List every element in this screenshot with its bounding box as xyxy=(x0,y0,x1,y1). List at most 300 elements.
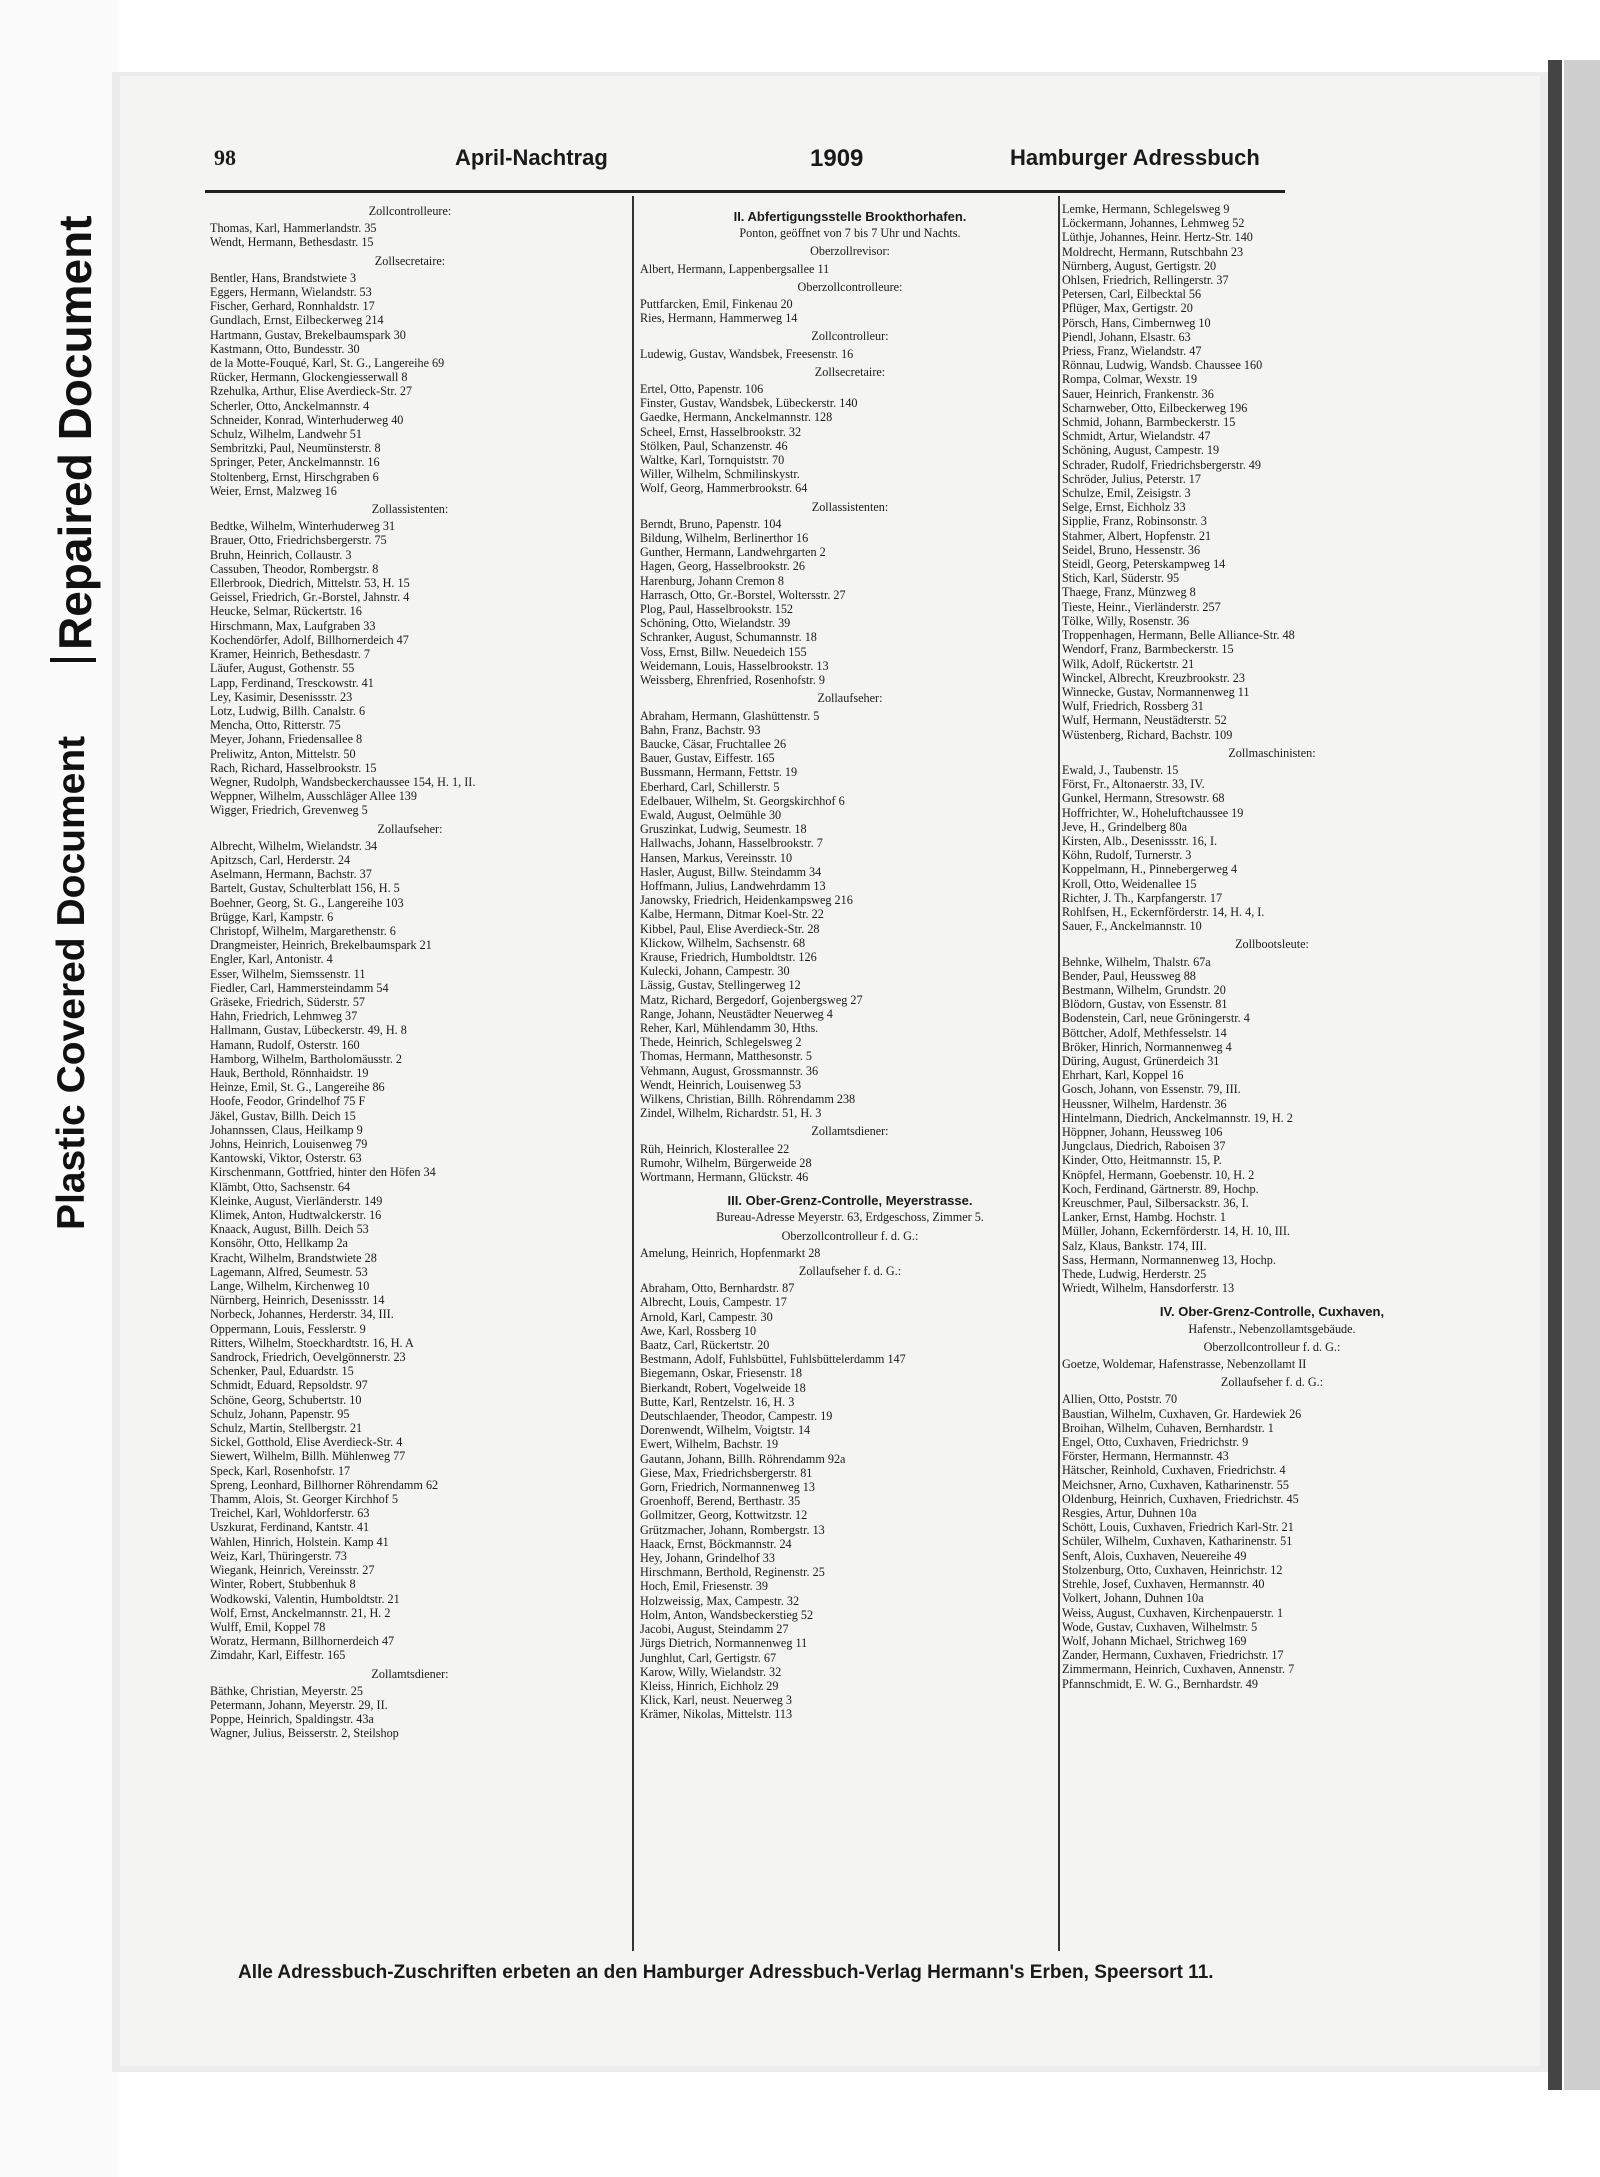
directory-entry: Rohlfsen, H., Eckernförderstr. 14, H. 4, I. xyxy=(1062,904,1265,919)
directory-entry: Kroll, Otto, Weidenallee 15 xyxy=(1062,876,1197,891)
directory-entry: Bestmann, Wilhelm, Grundstr. 20 xyxy=(1062,982,1226,997)
directory-entry: Matz, Richard, Bergedorf, Gojenbergsweg 27 xyxy=(640,992,863,1007)
directory-entry: Reher, Karl, Mühlendamm 30, Hths. xyxy=(640,1020,819,1035)
directory-entry: Woratz, Hermann, Billhornerdeich 47 xyxy=(210,1634,395,1649)
directory-entry: Wüstenberg, Richard, Bachstr. 109 xyxy=(1062,727,1233,742)
directory-entry: Brügge, Karl, Kampstr. 6 xyxy=(210,909,334,924)
rank-heading: Zollamtsdiener: xyxy=(811,1124,889,1139)
directory-entry: Nürnberg, August, Gertigstr. 20 xyxy=(1062,258,1217,273)
directory-entry: Oldenburg, Heinrich, Cuxhaven, Friedrichstr. 45 xyxy=(1062,1491,1299,1506)
tape-label-separator xyxy=(50,658,96,662)
directory-entry: Siewert, Wilhelm, Billh. Mühlenweg 77 xyxy=(210,1449,406,1464)
directory-entry: Ohlsen, Friedrich, Rellingerstr. 37 xyxy=(1062,273,1229,288)
directory-entry: Rzehulka, Arthur, Elise Averdieck-Str. 27 xyxy=(210,384,413,399)
directory-entry: Schulz, Johann, Papenstr. 95 xyxy=(210,1406,350,1421)
directory-entry: Apitzsch, Carl, Herderstr. 24 xyxy=(210,852,351,867)
directory-entry: Zindel, Wilhelm, Richardstr. 51, H. 3 xyxy=(640,1106,822,1121)
directory-entry: Troppenhagen, Hermann, Belle Alliance-Str. 48 xyxy=(1062,628,1295,643)
directory-section xyxy=(640,691,1060,1120)
directory-entry: Kantowski, Viktor, Osterstr. 63 xyxy=(210,1151,362,1166)
directory-entry: Stölken, Paul, Schanzenstr. 46 xyxy=(640,438,788,453)
directory-entry: Rompa, Colmar, Wexstr. 19 xyxy=(1062,372,1198,387)
directory-entry: Hamann, Rudolf, Osterstr. 160 xyxy=(210,1037,360,1052)
directory-entry: Winter, Robert, Stubbenhuk 8 xyxy=(210,1577,356,1592)
footer-notice: Alle Adressbuch-Zuschriften erbeten an den Hamburger Adressbuch-Verlag Hermann's Erben, Speersort 11. xyxy=(238,1962,1214,1983)
directory-entry: Gräseke, Friedrich, Süderstr. 57 xyxy=(210,994,366,1009)
directory-section xyxy=(1062,202,1482,742)
directory-entry: Selge, Ernst, Eichholz 33 xyxy=(1062,500,1186,515)
directory-entry: Bauer, Gustav, Eiffestr. 165 xyxy=(640,751,775,766)
directory-entry: Eggers, Hermann, Wielandstr. 53 xyxy=(210,285,372,300)
header-rule xyxy=(205,190,1285,193)
directory-entry: Bruhn, Heinrich, Collaustr. 3 xyxy=(210,547,352,562)
directory-entry: Albrecht, Wilhelm, Wielandstr. 34 xyxy=(210,838,378,853)
directory-entry: Nürnberg, Heinrich, Desenissstr. 14 xyxy=(210,1293,385,1308)
directory-section xyxy=(1062,1305,1482,1371)
directory-entry: Rach, Richard, Hasselbrookstr. 15 xyxy=(210,760,377,775)
directory-entry: Rönnau, Ludwig, Wandsb. Chaussee 160 xyxy=(1062,358,1263,373)
directory-entry: Hirschmann, Berthold, Reginenstr. 25 xyxy=(640,1565,825,1580)
directory-entry: Winnecke, Gustav, Normannenweg 11 xyxy=(1062,684,1250,699)
directory-entry: Salz, Klaus, Bankstr. 174, III. xyxy=(1062,1238,1207,1253)
page-header xyxy=(210,145,1290,185)
supplement-title: April-Nachtrag xyxy=(455,145,608,170)
directory-entry: Treichel, Karl, Wohldorferstr. 63 xyxy=(210,1506,370,1521)
directory-entry: Berndt, Bruno, Papenstr. 104 xyxy=(640,516,782,531)
directory-entry: Bierkandt, Robert, Vogelweide 18 xyxy=(640,1380,806,1395)
directory-entry: Willer, Wilhelm, Schmilinskystr. xyxy=(640,467,800,482)
directory-entry: Drangmeister, Heinrich, Brekelbaumspark 21 xyxy=(210,938,432,953)
directory-entry: Rücker, Hermann, Glockengiesserwall 8 xyxy=(210,370,408,385)
directory-entry: Lagemann, Alfred, Seumestr. 53 xyxy=(210,1264,368,1279)
rank-heading: Zollsecretaire: xyxy=(374,253,446,268)
rank-heading: Oberzollcontrolleur f. d. G.: xyxy=(781,1228,919,1243)
rank-heading: Zollamtsdiener: xyxy=(371,1666,449,1681)
directory-entry: Kracht, Wilhelm, Brandstwiete 28 xyxy=(210,1250,377,1265)
directory-entry: Hirschmann, Max, Laufgraben 33 xyxy=(210,618,376,633)
directory-entry: Rüh, Heinrich, Klosterallee 22 xyxy=(640,1141,790,1156)
directory-entry: Groenhoff, Berend, Berthastr. 35 xyxy=(640,1494,801,1509)
directory-entry: Biegemann, Oskar, Friesenstr. 18 xyxy=(640,1366,802,1381)
directory-entry: Jungclaus, Diedrich, Raboisen 37 xyxy=(1062,1139,1226,1154)
directory-entry: Zander, Hermann, Cuxhaven, Friedrichstr. 17 xyxy=(1062,1648,1284,1663)
directory-entry: Scherler, Otto, Anckelmannstr. 4 xyxy=(210,398,370,413)
directory-entry: Junghlut, Carl, Gertigstr. 67 xyxy=(640,1650,777,1665)
directory-entry: Klämbt, Otto, Sachsenstr. 64 xyxy=(210,1179,351,1194)
rank-heading: Zollassistenten: xyxy=(371,502,449,517)
directory-entry: Schöne, Georg, Schubertstr. 10 xyxy=(210,1392,362,1407)
directory-section xyxy=(640,329,1060,360)
year: 1909 xyxy=(810,145,864,172)
column-1 xyxy=(210,200,610,1741)
directory-entry: Schött, Louis, Cuxhaven, Friedrich Karl-Str. 21 xyxy=(1062,1520,1294,1535)
directory-entry: Kirsten, Alb., Desenissstr. 16, I. xyxy=(1062,833,1218,848)
directory-entry: Strehle, Josef, Cuxhaven, Hermannstr. 40 xyxy=(1062,1577,1265,1592)
directory-entry: Harrasch, Otto, Gr.-Borstel, Woltersstr. 27 xyxy=(640,587,846,602)
directory-entry: Hoffrichter, W., Hoheluftchaussee 19 xyxy=(1062,805,1244,820)
directory-entry: Weidemann, Louis, Hasselbrookstr. 13 xyxy=(640,658,829,673)
column-2 xyxy=(640,200,1060,1722)
directory-entry: Bahn, Franz, Bachstr. 93 xyxy=(640,722,761,737)
directory-entry: Klickow, Wilhelm, Sachsenstr. 68 xyxy=(640,935,806,950)
directory-entry: Sass, Hermann, Normannenweg 13, Hochp. xyxy=(1062,1252,1276,1267)
directory-entry: Schulz, Martin, Stellbergstr. 21 xyxy=(210,1421,363,1436)
directory-entry: Bedtke, Wilhelm, Winterhuderweg 31 xyxy=(210,519,396,534)
directory-entry: Koch, Ferdinand, Gärtnerstr. 89, Hochp. xyxy=(1062,1181,1259,1196)
directory-entry: Fischer, Gerhard, Ronnhaldstr. 17 xyxy=(210,299,375,314)
directory-entry: Ewert, Wilhelm, Bachstr. 19 xyxy=(640,1437,779,1452)
plastic-covered-label: Plastic Covered Document xyxy=(50,735,93,1230)
directory-entry: Wagner, Julius, Beisserstr. 2, Steilshop xyxy=(210,1726,399,1741)
directory-section xyxy=(640,365,1060,496)
directory-entry: Klick, Karl, neust. Neuerweg 3 xyxy=(640,1693,792,1708)
directory-entry: Ries, Hermann, Hammerweg 14 xyxy=(640,311,798,326)
directory-entry: Schmidt, Artur, Wielandstr. 47 xyxy=(1062,429,1211,444)
directory-entry: Bussmann, Hermann, Fettstr. 19 xyxy=(640,765,798,780)
directory-entry: Hahn, Friedrich, Lehmweg 37 xyxy=(210,1009,358,1024)
next-page-edge xyxy=(1564,60,1600,2090)
column-divider xyxy=(632,196,634,1951)
directory-entry: Behnke, Wilhelm, Thalstr. 67a xyxy=(1062,954,1211,969)
directory-entry: Bröker, Hinrich, Normannenweg 4 xyxy=(1062,1039,1232,1054)
directory-section xyxy=(640,1264,1060,1722)
directory-entry: Lanker, Ernst, Hambg. Hochstr. 1 xyxy=(1062,1210,1227,1225)
directory-entry: Tieste, Heinr., Vierländerstr. 257 xyxy=(1062,599,1221,614)
directory-entry: Thaege, Franz, Münzweg 8 xyxy=(1062,585,1196,600)
directory-entry: Brauer, Otto, Friedrichsbergerstr. 75 xyxy=(210,533,387,548)
directory-entry: Hätscher, Reinhold, Cuxhaven, Friedrichstr. 4 xyxy=(1062,1463,1286,1478)
directory-entry: Arnold, Karl, Campestr. 30 xyxy=(640,1309,773,1324)
directory-entry: Bender, Paul, Heussweg 88 xyxy=(1062,968,1196,983)
directory-entry: Hey, Johann, Grindelhof 33 xyxy=(640,1551,775,1566)
directory-section xyxy=(640,280,1060,326)
directory-entry: Ludewig, Gustav, Wandsbek, Freesenstr. 16 xyxy=(640,346,854,361)
directory-entry: Knaack, August, Billh. Deich 53 xyxy=(210,1222,369,1237)
directory-entry: Scheel, Ernst, Hasselbrookstr. 32 xyxy=(640,424,802,439)
directory-entry: Allien, Otto, Poststr. 70 xyxy=(1062,1392,1178,1407)
directory-entry: Thede, Heinrich, Schlegelsweg 2 xyxy=(640,1035,802,1050)
directory-entry: Hoofe, Feodor, Grindelhof 75 F xyxy=(210,1094,366,1109)
directory-entry: Kalbe, Hermann, Ditmar Koel-Str. 22 xyxy=(640,907,824,922)
directory-entry: Dorenwendt, Wilhelm, Voigtstr. 14 xyxy=(640,1423,811,1438)
directory-entry: Hagen, Georg, Hasselbrookstr. 26 xyxy=(640,559,805,574)
directory-entry: Karow, Willy, Wielandstr. 32 xyxy=(640,1664,782,1679)
directory-entry: Gollmitzer, Georg, Kottwitzstr. 12 xyxy=(640,1508,808,1523)
directory-entry: Haack, Ernst, Böckmannstr. 24 xyxy=(640,1536,792,1551)
directory-entry: Wilk, Adolf, Rückertstr. 21 xyxy=(1062,656,1195,671)
directory-entry: Wriedt, Wilhelm, Hansdorferstr. 13 xyxy=(1062,1281,1235,1296)
directory-entry: Steidl, Georg, Peterskampweg 14 xyxy=(1062,557,1226,572)
directory-entry: Wigger, Friedrich, Grevenweg 5 xyxy=(210,803,368,818)
directory-entry: Moldrecht, Hermann, Rutschbahn 23 xyxy=(1062,244,1244,259)
directory-entry: Fiedler, Carl, Hammersteindamm 54 xyxy=(210,980,389,995)
directory-entry: Abraham, Otto, Bernhardstr. 87 xyxy=(640,1281,795,1296)
directory-entry: Lotz, Ludwig, Billh. Canalstr. 6 xyxy=(210,703,366,718)
directory-entry: Weissberg, Ehrenfried, Rosenhofstr. 9 xyxy=(640,673,825,688)
directory-section xyxy=(1062,1375,1482,1690)
directory-entry: Butte, Karl, Rentzelstr. 16, H. 3 xyxy=(640,1394,795,1409)
directory-entry: Gunkel, Hermann, Stresowstr. 68 xyxy=(1062,791,1225,806)
office-address-line: Ponton, geöffnet von 7 bis 7 Uhr und Nachts. xyxy=(739,226,961,241)
directory-entry: Puttfarcken, Emil, Finkenau 20 xyxy=(640,297,793,312)
directory-entry: Först, Fr., Altonaerstr. 33, IV. xyxy=(1062,777,1205,792)
directory-entry: Hallwachs, Johann, Hasselbrookstr. 7 xyxy=(640,836,823,851)
directory-entry: Schöning, August, Campestr. 19 xyxy=(1062,443,1220,458)
directory-entry: Baatz, Carl, Rückertstr. 20 xyxy=(640,1338,770,1353)
directory-entry: Ewald, J., Taubenstr. 15 xyxy=(1062,762,1179,777)
directory-section xyxy=(1062,937,1482,1295)
directory-section xyxy=(1062,746,1482,934)
rank-heading: Zollcontrolleure: xyxy=(368,204,452,218)
directory-entry: Bildung, Wilhelm, Berlinerthor 16 xyxy=(640,531,809,546)
directory-entry: Bodenstein, Carl, neue Gröningerstr. 4 xyxy=(1062,1011,1250,1026)
directory-entry: Esser, Wilhelm, Siemssenstr. 11 xyxy=(210,966,366,981)
page-number: 98 xyxy=(214,145,236,170)
directory-entry: Abraham, Hermann, Glashüttenstr. 5 xyxy=(640,708,820,723)
directory-entry: Koppelmann, H., Pinnebergerweg 4 xyxy=(1062,862,1238,877)
directory-entry: Schöning, Otto, Wielandstr. 39 xyxy=(640,616,791,631)
directory-entry: Hasler, August, Billw. Steindamm 34 xyxy=(640,864,822,879)
directory-entry: Hintelmann, Diedrich, Anckelmannstr. 19, H. 2 xyxy=(1062,1110,1293,1125)
directory-entry: Vehmann, August, Grossmannstr. 36 xyxy=(640,1063,819,1078)
rank-heading: Zollmaschinisten: xyxy=(1228,745,1316,760)
directory-entry: Bentler, Hans, Brandstwiete 3 xyxy=(210,270,357,285)
directory-entry: Janowsky, Friedrich, Heidenkampsweg 216 xyxy=(640,893,853,908)
directory-entry: Wolf, Ernst, Anckelmannstr. 21, H. 2 xyxy=(210,1605,391,1620)
directory-entry: Holm, Anton, Wandsbeckerstieg 52 xyxy=(640,1607,814,1622)
directory-entry: Schulze, Emil, Zeisigstr. 3 xyxy=(1062,486,1191,501)
directory-entry: Lapp, Ferdinand, Tresckowstr. 41 xyxy=(210,675,374,690)
directory-entry: Wilkens, Christian, Billh. Röhrendamm 238 xyxy=(640,1091,856,1106)
directory-entry: Förster, Hermann, Hermannstr. 43 xyxy=(1062,1449,1229,1464)
directory-entry: Ertel, Otto, Papenstr. 106 xyxy=(640,382,764,397)
directory-section xyxy=(210,254,610,498)
rank-heading: Zollsecretaire: xyxy=(814,364,886,379)
directory-entry: Thomas, Hermann, Matthesonstr. 5 xyxy=(640,1049,812,1064)
directory-entry: Kleinke, August, Vierländerstr. 149 xyxy=(210,1193,383,1208)
directory-entry: Weier, Ernst, Malzweg 16 xyxy=(210,483,337,498)
directory-entry: Wendorf, Franz, Barmbeckerstr. 15 xyxy=(1062,642,1234,657)
directory-entry: Bartelt, Gustav, Schulterblatt 156, H. 5 xyxy=(210,881,400,896)
rank-heading: Zollaufseher f. d. G.: xyxy=(798,1264,902,1279)
office-address-line: Bureau-Adresse Meyerstr. 63, Erdgeschoss, Zimmer 5. xyxy=(716,1210,984,1225)
directory-entry: Oppermann, Louis, Fesslerstr. 9 xyxy=(210,1321,366,1336)
directory-entry: Ewald, August, Oelmühle 30 xyxy=(640,807,782,822)
directory-entry: Thede, Ludwig, Herderstr. 25 xyxy=(1062,1267,1207,1282)
directory-section xyxy=(640,500,1060,688)
control-office-heading: IV. Ober-Grenz-Controlle, Cuxhaven, xyxy=(1159,1304,1385,1320)
directory-entry: Schenker, Paul, Eduardstr. 15 xyxy=(210,1364,354,1379)
repaired-document-label: Repaired Document xyxy=(49,215,101,650)
directory-entry: Kleiss, Hinrich, Eichholz 29 xyxy=(640,1678,779,1693)
directory-entry: Gorn, Friedrich, Normannenweg 13 xyxy=(640,1480,815,1495)
control-office-heading: II. Abfertigungsstelle Brookthorhafen. xyxy=(733,209,967,224)
directory-entry: Pörsch, Hans, Cimbernweg 10 xyxy=(1062,315,1211,330)
directory-entry: Gautann, Johann, Billh. Röhrendamm 92a xyxy=(640,1451,846,1466)
directory-entry: Edelbauer, Wilhelm, St. Georgskirchhof 6 xyxy=(640,793,845,808)
directory-entry: Preliwitz, Anton, Mittelstr. 50 xyxy=(210,746,356,761)
directory-entry: Zimmermann, Heinrich, Cuxhaven, Annenstr. 7 xyxy=(1062,1662,1295,1677)
directory-entry: Rumohr, Wilhelm, Bürgerweide 28 xyxy=(640,1155,812,1170)
directory-entry: Range, Johann, Neustädter Neuerweg 4 xyxy=(640,1006,833,1021)
directory-entry: Läufer, August, Gothenstr. 55 xyxy=(210,661,355,676)
directory-entry: Kirschenmann, Gottfried, hinter den Höfen 34 xyxy=(210,1165,436,1180)
directory-entry: Kreuschmer, Paul, Silbersackstr. 36, I. xyxy=(1062,1196,1249,1211)
directory-entry: Kochendörfer, Adolf, Billhornerdeich 47 xyxy=(210,632,409,647)
directory-entry: Weppner, Wilhelm, Ausschläger Allee 139 xyxy=(210,789,417,804)
directory-entry: Geissel, Friedrich, Gr.-Borstel, Jahnstr. 4 xyxy=(210,590,410,605)
directory-entry: Müller, Johann, Eckernförderstr. 14, H. 10, III. xyxy=(1062,1224,1290,1239)
directory-entry: Gundlach, Ernst, Eilbeckerweg 214 xyxy=(210,313,384,328)
directory-entry: Hansen, Markus, Vereinsstr. 10 xyxy=(640,850,793,865)
directory-entry: Meichsner, Arno, Cuxhaven, Katharinenstr. 55 xyxy=(1062,1477,1289,1492)
directory-entry: Heinze, Emil, St. G., Langereihe 86 xyxy=(210,1080,385,1095)
directory-entry: Kastmann, Otto, Bundesstr. 30 xyxy=(210,341,360,356)
directory-entry: Wortmann, Hermann, Glückstr. 46 xyxy=(640,1170,809,1184)
directory-entry: Wendt, Hermann, Bethesdastr. 15 xyxy=(210,235,374,250)
directory-entry: Gruszinkat, Ludwig, Seumestr. 18 xyxy=(640,822,807,837)
directory-entry: Baucke, Cäsar, Fruchtallee 26 xyxy=(640,736,787,751)
rank-heading: Zollaufseher: xyxy=(377,821,443,836)
column-3 xyxy=(1062,200,1482,1691)
directory-entry: Holzweissig, Max, Campestr. 32 xyxy=(640,1593,800,1608)
directory-entry: de la Motte-Fouqué, Karl, St. G., Langereihe 69 xyxy=(210,356,445,371)
directory-entry: Lüthje, Johannes, Heinr. Hertz-Str. 140 xyxy=(1062,230,1253,245)
directory-entry: Wulff, Emil, Koppel 78 xyxy=(210,1619,326,1634)
directory-entry: Deutschlaender, Theodor, Campestr. 19 xyxy=(640,1409,833,1424)
directory-entry: Voss, Ernst, Billw. Neuedeich 155 xyxy=(640,644,807,659)
directory-entry: Schranker, August, Schumannstr. 18 xyxy=(640,630,817,645)
directory-entry: Wolf, Johann Michael, Strichweg 169 xyxy=(1062,1633,1247,1648)
directory-entry: Hallmann, Gustav, Lübeckerstr. 49, H. 8 xyxy=(210,1023,407,1038)
directory-entry: Winckel, Albrecht, Kreuzbrookstr. 23 xyxy=(1062,670,1245,685)
directory-entry: Poppe, Heinrich, Spaldingstr. 43a xyxy=(210,1712,374,1727)
directory-entry: Kulecki, Johann, Campestr. 30 xyxy=(640,964,790,979)
directory-entry: Bestmann, Adolf, Fuhlsbüttel, Fuhlsbüttelerdamm 147 xyxy=(640,1352,906,1367)
directory-entry: Schüler, Wilhelm, Cuxhaven, Katharinenstr. 51 xyxy=(1062,1534,1293,1549)
directory-entry: Hartmann, Gustav, Brekelbaumspark 30 xyxy=(210,327,406,342)
directory-entry: Weiss, August, Cuxhaven, Kirchenpauerstr. 1 xyxy=(1062,1605,1284,1620)
directory-entry: Grützmacher, Johann, Rombergstr. 13 xyxy=(640,1522,825,1537)
directory-entry: Höppner, Johann, Heussweg 106 xyxy=(1062,1125,1223,1139)
directory-entry: Cassuben, Theodor, Rombergstr. 8 xyxy=(210,561,379,576)
directory-entry: Schulz, Wilhelm, Landwehr 51 xyxy=(210,427,362,442)
rank-heading: Oberzollrevisor: xyxy=(810,244,890,259)
directory-entry: Sembritzki, Paul, Neumünsterstr. 8 xyxy=(210,441,381,456)
plastic-tape-strip xyxy=(0,0,118,2177)
directory-entry: Waltke, Karl, Tornquiststr. 70 xyxy=(640,453,785,468)
directory-entry: Blödorn, Gustav, von Essenstr. 81 xyxy=(1062,997,1228,1012)
directory-entry: Krämer, Nikolas, Mittelstr. 113 xyxy=(640,1707,793,1722)
publication-title: Hamburger Adressbuch xyxy=(1010,145,1260,170)
directory-entry: Albrecht, Louis, Campestr. 17 xyxy=(640,1295,787,1310)
directory-entry: Boehner, Georg, St. G., Langereihe 103 xyxy=(210,895,404,910)
directory-entry: Ley, Kasimir, Desenissstr. 23 xyxy=(210,689,353,704)
directory-entry: Köhn, Rudolf, Turnerstr. 3 xyxy=(1062,848,1192,863)
directory-entry: Lange, Wilhelm, Kirchenweg 10 xyxy=(210,1279,370,1294)
directory-entry: Eberhard, Carl, Schillerstr. 5 xyxy=(640,779,780,794)
directory-entry: Meyer, Johann, Friedensallee 8 xyxy=(210,732,363,747)
directory-section xyxy=(640,1194,1060,1260)
directory-entry: Schröder, Julius, Peterstr. 17 xyxy=(1062,471,1201,486)
directory-entry: Hoffmann, Julius, Landwehrdamm 13 xyxy=(640,878,826,893)
rank-heading: Oberzollcontrolleur f. d. G.: xyxy=(1203,1339,1341,1354)
directory-entry: Aselmann, Hermann, Bachstr. 37 xyxy=(210,867,372,882)
directory-entry: Harenburg, Johann Cremon 8 xyxy=(640,573,784,588)
directory-entry: Gunther, Hermann, Landwehrgarten 2 xyxy=(640,545,826,560)
directory-entry: Jäkel, Gustav, Billh. Deich 15 xyxy=(210,1108,356,1123)
directory-entry: Seidel, Bruno, Hessenstr. 36 xyxy=(1062,542,1201,557)
directory-entry: Johannssen, Claus, Heilkamp 9 xyxy=(210,1122,363,1137)
control-office-heading: III. Ober-Grenz-Controlle, Meyerstrasse. xyxy=(727,1193,973,1209)
directory-entry: Hamborg, Wilhelm, Bartholomäusstr. 2 xyxy=(210,1051,403,1066)
directory-entry: Uszkurat, Ferdinand, Kantstr. 41 xyxy=(210,1520,370,1535)
directory-section xyxy=(210,822,610,1663)
directory-section xyxy=(210,1667,610,1741)
directory-entry: Düring, August, Grünerdeich 31 xyxy=(1062,1053,1220,1068)
directory-entry: Senft, Alois, Cuxhaven, Neuereihe 49 xyxy=(1062,1548,1247,1563)
rank-heading: Zollaufseher: xyxy=(817,691,883,706)
directory-entry: Springer, Peter, Anckelmannstr. 16 xyxy=(210,455,380,470)
directory-entry: Norbeck, Johannes, Herderstr. 34, III. xyxy=(210,1307,394,1322)
directory-entry: Weiz, Karl, Thüringerstr. 73 xyxy=(210,1548,347,1563)
directory-entry: Pflüger, Max, Gertigstr. 20 xyxy=(1062,301,1193,316)
directory-entry: Speck, Karl, Rosenhofstr. 17 xyxy=(210,1463,351,1478)
directory-section xyxy=(640,210,1060,276)
directory-entry: Wiegank, Heinrich, Vereinsstr. 27 xyxy=(210,1563,375,1578)
directory-entry: Böttcher, Adolf, Methfesselstr. 14 xyxy=(1062,1025,1227,1040)
directory-entry: Stich, Karl, Süderstr. 95 xyxy=(1062,571,1180,586)
directory-entry: Goetze, Woldemar, Hafenstrasse, Nebenzollamt II xyxy=(1062,1357,1307,1372)
directory-entry: Volkert, Johann, Duhnen 10a xyxy=(1062,1591,1204,1606)
directory-entry: Gaedke, Hermann, Anckelmannstr. 128 xyxy=(640,410,833,425)
directory-entry: Wulf, Hermann, Neustädterstr. 52 xyxy=(1062,713,1227,728)
directory-entry: Albert, Hermann, Lappenbergsallee 11 xyxy=(640,261,830,276)
directory-entry: Sickel, Gotthold, Elise Averdieck-Str. 4 xyxy=(210,1435,403,1450)
directory-entry: Finster, Gustav, Wandsbek, Lübeckerstr. 140 xyxy=(640,396,858,411)
directory-section xyxy=(640,1124,1060,1184)
directory-entry: Pfannschmidt, E. W. G., Bernhardstr. 49 xyxy=(1062,1676,1258,1691)
directory-section xyxy=(210,204,610,250)
directory-entry: Scharnweber, Otto, Eilbeckerweg 196 xyxy=(1062,400,1248,415)
directory-entry: Petermann, Johann, Meyerstr. 29, II. xyxy=(210,1697,388,1712)
directory-entry: Sipplie, Franz, Robinsonstr. 3 xyxy=(1062,514,1207,529)
directory-entry: Wolf, Georg, Hammerbrookstr. 64 xyxy=(640,481,808,496)
directory-entry: Kramer, Heinrich, Bethesdastr. 7 xyxy=(210,647,370,662)
rank-heading: Zollaufseher f. d. G.: xyxy=(1220,1375,1324,1390)
directory-entry: Hoch, Emil, Friesenstr. 39 xyxy=(640,1579,768,1594)
directory-entry: Sauer, Heinrich, Frankenstr. 36 xyxy=(1062,386,1214,401)
directory-entry: Plog, Paul, Hasselbrookstr. 152 xyxy=(640,602,794,617)
directory-entry: Wulf, Friedrich, Rossberg 31 xyxy=(1062,699,1204,714)
directory-entry: Johns, Heinrich, Louisenweg 79 xyxy=(210,1137,368,1151)
directory-entry: Spreng, Leonhard, Billhorner Röhrendamm 62 xyxy=(210,1477,439,1492)
directory-entry: Piendl, Johann, Elsastr. 63 xyxy=(1062,329,1191,344)
directory-entry: Schrader, Rudolf, Friedrichsbergerstr. 49 xyxy=(1062,457,1261,472)
directory-entry: Thomas, Karl, Hammerlandstr. 35 xyxy=(210,221,377,236)
directory-entry: Jacobi, August, Steindamm 27 xyxy=(640,1622,789,1637)
directory-entry: Amelung, Heinrich, Hopfenmarkt 28 xyxy=(640,1245,821,1260)
office-address-line: Hafenstr., Nebenzollamtsgebäude. xyxy=(1188,1321,1356,1336)
directory-entry: Hauk, Berthold, Rönnhaidstr. 19 xyxy=(210,1065,369,1080)
rank-heading: Zollassistenten: xyxy=(811,499,889,514)
directory-entry: Kinder, Otto, Heitmannstr. 15, P. xyxy=(1062,1153,1222,1168)
directory-entry: Gosch, Johann, von Essenstr. 79, III. xyxy=(1062,1082,1241,1097)
directory-entry: Engler, Karl, Antonistr. 4 xyxy=(210,952,333,967)
directory-entry: Broihan, Wilhelm, Cuhaven, Bernhardstr. 1 xyxy=(1062,1420,1274,1435)
directory-entry: Lemke, Hermann, Schlegelsweg 9 xyxy=(1062,202,1230,216)
directory-entry: Mencha, Otto, Ritterstr. 75 xyxy=(210,718,341,733)
